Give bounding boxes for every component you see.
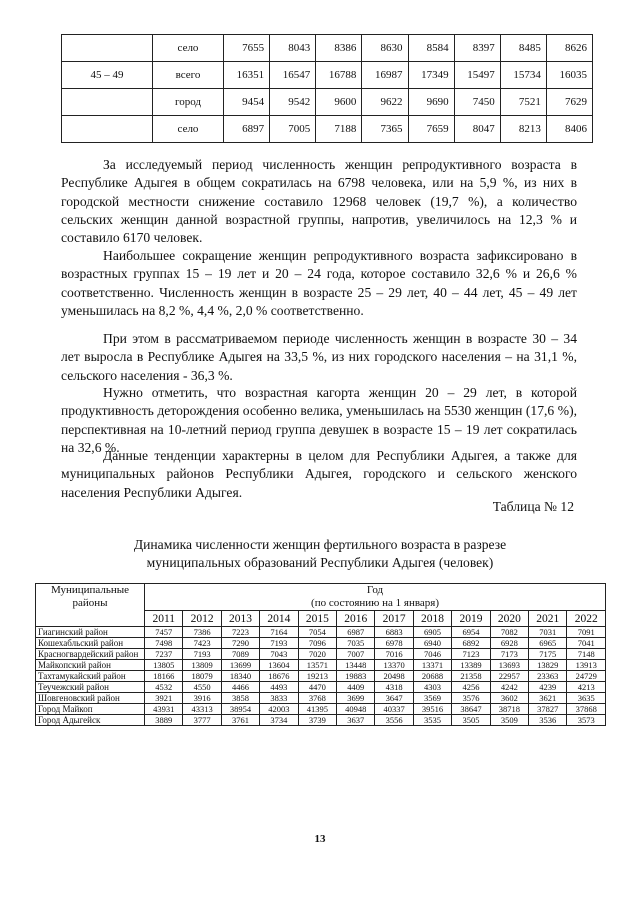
population-value-cell: 3889 (145, 715, 183, 726)
year-header-cell: 2017 (375, 611, 413, 627)
population-value-cell: 7175 (529, 649, 567, 660)
district-row (36, 660, 606, 671)
population-value-cell: 20498 (375, 671, 413, 682)
year-column-header (145, 584, 606, 611)
population-value-cell: 3505 (452, 715, 490, 726)
district-row (36, 671, 606, 682)
year-header-cell: 2018 (413, 611, 451, 627)
population-value-cell: 7457 (145, 627, 183, 638)
value-cell: 8043 (270, 35, 316, 62)
population-value-cell: 7173 (490, 649, 528, 660)
population-value-cell: 7223 (221, 627, 259, 638)
value-cell: 7450 (454, 89, 500, 116)
population-value-cell: 3569 (413, 693, 451, 704)
population-value-cell: 7164 (260, 627, 298, 638)
value-cell: 15497 (454, 62, 500, 89)
population-value-cell: 4239 (529, 682, 567, 693)
population-value-cell: 3699 (337, 693, 375, 704)
population-value-cell: 6940 (413, 638, 451, 649)
value-cell: 7188 (316, 116, 362, 143)
population-value-cell: 4409 (337, 682, 375, 693)
year-header-cell: 2021 (529, 611, 567, 627)
value-cell: 16987 (362, 62, 408, 89)
population-value-cell: 7007 (337, 649, 375, 660)
value-cell: 8406 (546, 116, 592, 143)
value-cell: 7659 (408, 116, 454, 143)
population-value-cell: 3833 (260, 693, 298, 704)
population-value-cell: 22957 (490, 671, 528, 682)
value-cell: 8630 (362, 35, 408, 62)
population-value-cell: 7193 (260, 638, 298, 649)
paragraph-2: Наибольшее сокращение женщин репродуктивного возраста зафиксировано в возрастных группах 15 – 19 лет и 20 – 24 года, которое составило 32,6 % и 26,6 % соответственно. Численность женщин в возрасте 25 – 29 лет, 40 – 44 лет, 45 – 49 лет уменьшилась на 8,2 %, 4,4 %, 2,0 % соответственно. (61, 248, 577, 318)
population-value-cell: 39516 (413, 704, 451, 715)
year-header-cell: 2013 (221, 611, 259, 627)
district-row (36, 704, 606, 715)
population-value-cell: 3858 (221, 693, 259, 704)
population-value-cell: 7043 (260, 649, 298, 660)
paragraph-1: За исследуемый период численность женщин репродуктивного возраста в Республике Адыгея в общем сократилась на 6798 человека, или на 5,9 %, из них в городской местности снижение составило 12968 человек (19,7 %), а количество сельских женщин данной возрастной группы, напротив, увеличилось на 12,3 % и составило 6170 человек. (61, 157, 577, 246)
population-value-cell: 13448 (337, 660, 375, 671)
value-cell: 17349 (408, 62, 454, 89)
value-cell: 7521 (500, 89, 546, 116)
value-cell: 9600 (316, 89, 362, 116)
district-row (36, 627, 606, 638)
population-value-cell: 3509 (490, 715, 528, 726)
population-value-cell: 3573 (567, 715, 606, 726)
population-value-cell: 19213 (298, 671, 336, 682)
population-value-cell: 38954 (221, 704, 259, 715)
year-header-title: Год (366, 584, 384, 596)
population-value-cell: 7020 (298, 649, 336, 660)
population-value-cell: 4493 (260, 682, 298, 693)
value-cell: 8626 (546, 35, 592, 62)
population-value-cell: 13829 (529, 660, 567, 671)
district-name-cell: Теучежский район (36, 682, 145, 693)
population-value-cell: 7031 (529, 627, 567, 638)
population-value-cell: 7096 (298, 638, 336, 649)
district-name-cell: Город Майкоп (36, 704, 145, 715)
population-value-cell: 3576 (452, 693, 490, 704)
value-cell: 7655 (224, 35, 270, 62)
population-value-cell: 3556 (375, 715, 413, 726)
value-cell: 9542 (270, 89, 316, 116)
value-cell: 16547 (270, 62, 316, 89)
district-name-cell: Тахтамукайский район (36, 671, 145, 682)
top-table-row (62, 89, 593, 116)
age-group-cell (62, 35, 153, 62)
population-value-cell: 7089 (221, 649, 259, 660)
population-value-cell: 3761 (221, 715, 259, 726)
population-value-cell: 4532 (145, 682, 183, 693)
population-value-cell: 13370 (375, 660, 413, 671)
population-value-cell: 13693 (490, 660, 528, 671)
paragraph-4: Нужно отметить, что возрастная кагорта женщин 20 – 29 лет, в которой продуктивность деторождения особенно велика, уменьшилась на 5530 женщин (17,6 %), перспективная на 10-летний период группа девушек в возрасте 15 – 19 лет сократилась на 32,6 %. (61, 385, 577, 455)
value-cell: 8485 (500, 35, 546, 62)
age-group-cell (62, 89, 153, 116)
value-cell: 8397 (454, 35, 500, 62)
population-value-cell: 4550 (183, 682, 221, 693)
population-value-cell: 13699 (221, 660, 259, 671)
population-value-cell: 13913 (567, 660, 606, 671)
population-value-cell: 7054 (298, 627, 336, 638)
value-cell: 6897 (224, 116, 270, 143)
population-value-cell: 21358 (452, 671, 490, 682)
district-row (36, 693, 606, 704)
district-name-cell: Кошехабльский район (36, 638, 145, 649)
population-value-cell: 43313 (183, 704, 221, 715)
year-header-cell: 2020 (490, 611, 528, 627)
table-title (60, 536, 580, 572)
fertile-women-table (35, 583, 606, 726)
population-type-cell: город (153, 89, 224, 116)
population-value-cell: 7193 (183, 649, 221, 660)
population-value-cell: 6892 (452, 638, 490, 649)
value-cell: 7629 (546, 89, 592, 116)
district-row (36, 638, 606, 649)
population-value-cell: 3635 (567, 693, 606, 704)
population-value-cell: 7091 (567, 627, 606, 638)
population-value-cell: 7423 (183, 638, 221, 649)
population-value-cell: 7082 (490, 627, 528, 638)
population-value-cell: 13604 (260, 660, 298, 671)
district-name-cell: Майкопский район (36, 660, 145, 671)
population-value-cell: 7290 (221, 638, 259, 649)
population-value-cell: 3637 (337, 715, 375, 726)
population-value-cell: 23363 (529, 671, 567, 682)
top-table-row (62, 35, 593, 62)
district-name-cell: Шовгеновский район (36, 693, 145, 704)
population-value-cell: 6883 (375, 627, 413, 638)
year-header-cell: 2015 (298, 611, 336, 627)
top-age-table (61, 34, 593, 143)
population-value-cell: 13805 (145, 660, 183, 671)
population-value-cell: 13371 (413, 660, 451, 671)
population-value-cell: 18340 (221, 671, 259, 682)
top-table-row (62, 62, 593, 89)
value-cell: 9690 (408, 89, 454, 116)
population-value-cell: 4470 (298, 682, 336, 693)
population-value-cell: 3734 (260, 715, 298, 726)
year-header-cell: 2016 (337, 611, 375, 627)
population-value-cell: 4466 (221, 682, 259, 693)
population-value-cell: 37868 (567, 704, 606, 715)
table-title-line-2: муниципальных образований Республики Адыгея (человек) (146, 555, 494, 570)
population-value-cell: 6928 (490, 638, 528, 649)
population-value-cell: 37827 (529, 704, 567, 715)
value-cell: 8213 (500, 116, 546, 143)
population-value-cell: 18676 (260, 671, 298, 682)
population-value-cell: 3916 (183, 693, 221, 704)
population-value-cell: 38647 (452, 704, 490, 715)
population-value-cell: 7386 (183, 627, 221, 638)
table-title-line-1: Динамика численности женщин фертильного возраста в разрезе (133, 537, 507, 552)
district-row (36, 715, 606, 726)
population-value-cell: 3536 (529, 715, 567, 726)
population-value-cell: 3777 (183, 715, 221, 726)
population-value-cell: 40948 (337, 704, 375, 715)
population-value-cell: 41395 (298, 704, 336, 715)
district-name-cell: Гиагинский район (36, 627, 145, 638)
population-value-cell: 7035 (337, 638, 375, 649)
population-value-cell: 18166 (145, 671, 183, 682)
population-value-cell: 40337 (375, 704, 413, 715)
population-value-cell: 7123 (452, 649, 490, 660)
district-name-cell: Красногвардейский район (36, 649, 145, 660)
population-type-cell: село (153, 35, 224, 62)
value-cell: 7005 (270, 116, 316, 143)
population-value-cell: 3647 (375, 693, 413, 704)
population-value-cell: 24729 (567, 671, 606, 682)
paragraph-5: Данные тенденции характерны в целом для Республики Адыгея, а также для муниципальных районов Республики Адыгея, городского и сельского женского населения Республики Адыгея. (61, 448, 577, 500)
population-value-cell: 7148 (567, 649, 606, 660)
population-value-cell: 42003 (260, 704, 298, 715)
population-value-cell: 3602 (490, 693, 528, 704)
population-value-cell: 7498 (145, 638, 183, 649)
value-cell: 16035 (546, 62, 592, 89)
district-row (36, 649, 606, 660)
value-cell: 8584 (408, 35, 454, 62)
population-value-cell: 6987 (337, 627, 375, 638)
district-name-cell: Город Адыгейск (36, 715, 145, 726)
population-value-cell: 6905 (413, 627, 451, 638)
district-column-header: Муниципальные районы (36, 584, 145, 627)
population-value-cell: 7016 (375, 649, 413, 660)
population-value-cell: 4213 (567, 682, 606, 693)
population-value-cell: 6965 (529, 638, 567, 649)
population-value-cell: 43931 (145, 704, 183, 715)
year-header-cell: 2012 (183, 611, 221, 627)
population-value-cell: 3921 (145, 693, 183, 704)
year-header-cell: 2011 (145, 611, 183, 627)
population-value-cell: 13571 (298, 660, 336, 671)
table-label: Таблица № 12 (492, 499, 574, 514)
value-cell: 16351 (224, 62, 270, 89)
year-header-cell: 2019 (452, 611, 490, 627)
population-value-cell: 7046 (413, 649, 451, 660)
value-cell: 16788 (316, 62, 362, 89)
paragraph-3: При этом в рассматриваемом периоде численность женщин в возрасте 30 – 34 лет выросла в Республике Адыгея на 33,5 %, из них городского населения – на 31,1 %, сельского населения - 36,3 %. (61, 331, 577, 383)
district-row (36, 682, 606, 693)
population-value-cell: 20688 (413, 671, 451, 682)
population-value-cell: 13809 (183, 660, 221, 671)
value-cell: 9622 (362, 89, 408, 116)
age-group-cell: 45 – 49 (62, 62, 153, 89)
population-value-cell: 4303 (413, 682, 451, 693)
population-value-cell: 4318 (375, 682, 413, 693)
population-value-cell: 3768 (298, 693, 336, 704)
top-table-row (62, 116, 593, 143)
population-value-cell: 6978 (375, 638, 413, 649)
value-cell: 9454 (224, 89, 270, 116)
population-value-cell: 4256 (452, 682, 490, 693)
year-header-subtitle: (по состоянию на 1 января) (311, 597, 439, 609)
population-value-cell: 6954 (452, 627, 490, 638)
population-value-cell: 18079 (183, 671, 221, 682)
population-value-cell: 3621 (529, 693, 567, 704)
value-cell: 15734 (500, 62, 546, 89)
population-value-cell: 3535 (413, 715, 451, 726)
population-type-cell: всего (153, 62, 224, 89)
population-value-cell: 7237 (145, 649, 183, 660)
value-cell: 8386 (316, 35, 362, 62)
year-header-cell: 2022 (567, 611, 606, 627)
population-value-cell: 19883 (337, 671, 375, 682)
population-value-cell: 7041 (567, 638, 606, 649)
population-value-cell: 4242 (490, 682, 528, 693)
value-cell: 8047 (454, 116, 500, 143)
population-value-cell: 13389 (452, 660, 490, 671)
age-group-cell (62, 116, 153, 143)
population-type-cell: село (153, 116, 224, 143)
population-value-cell: 3739 (298, 715, 336, 726)
value-cell: 7365 (362, 116, 408, 143)
population-value-cell: 38718 (490, 704, 528, 715)
page-number: 13 (314, 833, 326, 845)
year-header-cell: 2014 (260, 611, 298, 627)
